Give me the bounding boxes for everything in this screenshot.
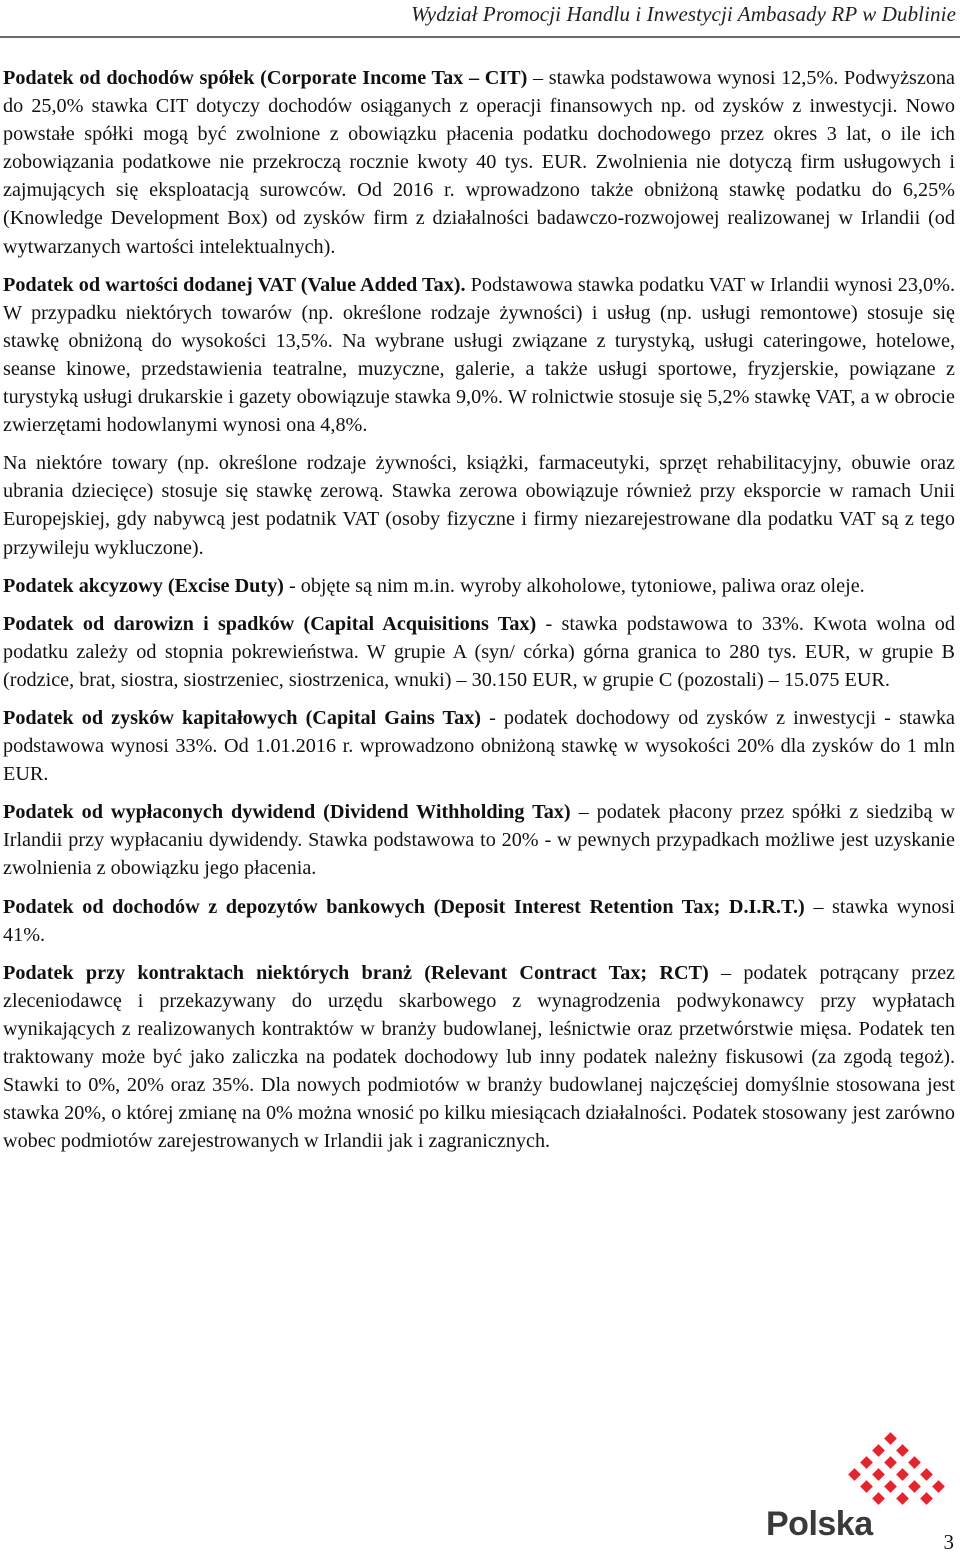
paragraph-heading: Podatek od dochodów z depozytów bankowych (Deposit Interest Retention Tax; D.I.R.T.) [3,895,805,918]
paragraph-cit [3,64,955,261]
paragraph-text: – podatek płacony przez spółki z siedzibą w Irlandii przy wypłacaniu dywidendy. Stawka podstawowa to 20% - w pewnych przypadkach możliwe jest uzyskanie zwolnienia z obowiązku jego płacenia. [3,801,956,880]
paragraph-heading: Podatek od dochodów spółek (Corporate Income Tax – CIT) [3,67,528,89]
paragraph-rct [3,959,955,1156]
document-body [3,64,955,1165]
header-title: Wydział Promocji Handlu i Inwestycji Ambasady RP w Dublinie [411,2,956,26]
paragraph-text: – stawka wynosi 41%. [3,895,955,946]
polska-logo-text: Polska [766,1505,873,1543]
page-number: 3 [943,1530,954,1554]
polska-logo [766,1432,956,1542]
header-rule [0,36,960,38]
paragraph-dirt [3,893,955,949]
paragraph-text: – stawka podstawowa wynosi 12,5%. Podwyższona do 25,0% stawka CIT dotyczy dochodów osiąganych z operacji finansowych np. od zysków z inwestycji. Nowo powstałe spółki mogą być zwolnione z obowiązku płacenia podatku dochodowego przez okres 3 lat, o ile ich zobowiązania podatkowe nie przekroczą rocznie kwoty 40 tys. EUR. Zwolnienia nie dotyczą firm usługowych i zajmujących się eksploatacją surowców. Od 2016 r. wprowadzono także obniżoną stawkę podatku do 6,25% (Knowledge Development Box) od zysków firm z działalności badawczo-rozwojowej realizowanej w Irlandii (od wytwarzanych wartości intelektualnych). [3,67,955,258]
paragraph-text: - podatek dochodowy od zysków z inwestycji - stawka podstawowa wynosi 33%. Od 1.01.2016 r. wprowadzono obniżoną stawkę w wysokości 20% dla zysków do 1 mln EUR. [3,706,956,786]
paragraph-vat-zero-rate [3,449,955,561]
paragraph-text: Podstawowa stawka podatku VAT w Irlandii wynosi 23,0%. W przypadku niektórych towarów (np. określone rodzaje żywności) i usług (np. usługi remontowe) stosuje się stawkę obniżoną do wysokości 13,5%. Na wybrane usługi związane z turystyką, usługi cateringowe, hotelowe, seanse kinowe, przedstawienia teatralne, muzyczne, galerie, a także usługi sportowe, fryzjerskie, powiązane z turystyką usługi drukarskie i gazety obowiązuje stawka 9,0%. W rolnictwie stosuje się 5,2% stawkę VAT, a w obrocie zwierzętami hodowlanymi wynosi ona 4,8%. [3,273,955,437]
paragraph-text: - objęte są nim m.in. wyroby alkoholowe, tytoniowe, paliwa oraz oleje. [283,574,865,597]
paragraph-heading: Podatek od wypłaconych dywidend (Dividend Withholding Tax) [3,801,571,824]
paragraph-text: – podatek potrącany przez zleceniodawcę i przekazywany do urzędu skarbowego z wynagrodzenia podwykonawcy przy wypłatach wynikających z realizowanych kontraktów w branży budowlanej, leśnictwie oraz przetwórstwie mięsa. Podatek ten traktowany może być jako zaliczka na podatek dochodowy lub inny podatek należny fiskusowi (za zgodą tegoż). Stawki to 0%, 20% oraz 35%. Dla nowych podmiotów w branży budowlanej najczęściej domyślnie stosowana jest stawka 20%, o której zmianę na 0% można wnosić po kilku miesiącach działalności. Podatek stosowany jest zarówno wobec podmiotów zarejestrowanych w Irlandii jak i zagranicznych. [3,961,955,1153]
page-header [0,0,960,36]
paragraph-text: Na niektóre towary (np. określone rodzaje żywności, książki, farmaceutyki, sprzęt rehabilitacyjny, obuwie oraz ubrania dziecięce) stosuje się stawkę zerową. Stawka zerowa obowiązuje również przy eksporcie w ramach Unii Europejskiej, gdy nabywcą jest podatnik VAT (osoby fizyczne i firmy niezarejestrowane dla podatku VAT są z tego przywileju wykluczone). [3,452,955,559]
paragraph-heading: Podatek od zysków kapitałowych (Capital Gains Tax) [3,706,482,729]
polska-flying-kite-icon [834,1432,954,1516]
paragraph-cgt [3,704,955,788]
paragraph-vat [3,271,955,440]
paragraph-heading: Podatek przy kontraktach niektórych branż (Relevant Contract Tax; RCT) [3,961,709,984]
paragraph-heading: Podatek akcyzowy (Excise Duty) [3,574,284,597]
paragraph-text: - stawka podstawowa to 33%. Kwota wolna od podatku zależy od stopnia pokrewieństwa. W grupie A (syn/ córka) górna granica to 280 tys. EUR, w grupie B (rodzice, brat, siostra, siostrzeniec, siostrzenica, wnuki) – 30.150 EUR, w grupie C (pozostali) – 15.075 EUR. [3,612,955,691]
paragraph-heading: Podatek od darowizn i spadków (Capital Acquisitions Tax) [3,612,537,635]
paragraph-excise [3,572,955,600]
paragraph-dwt [3,798,955,882]
paragraph-cat [3,610,955,694]
paragraph-heading: Podatek od wartości dodanej VAT (Value Added Tax). [3,273,466,296]
